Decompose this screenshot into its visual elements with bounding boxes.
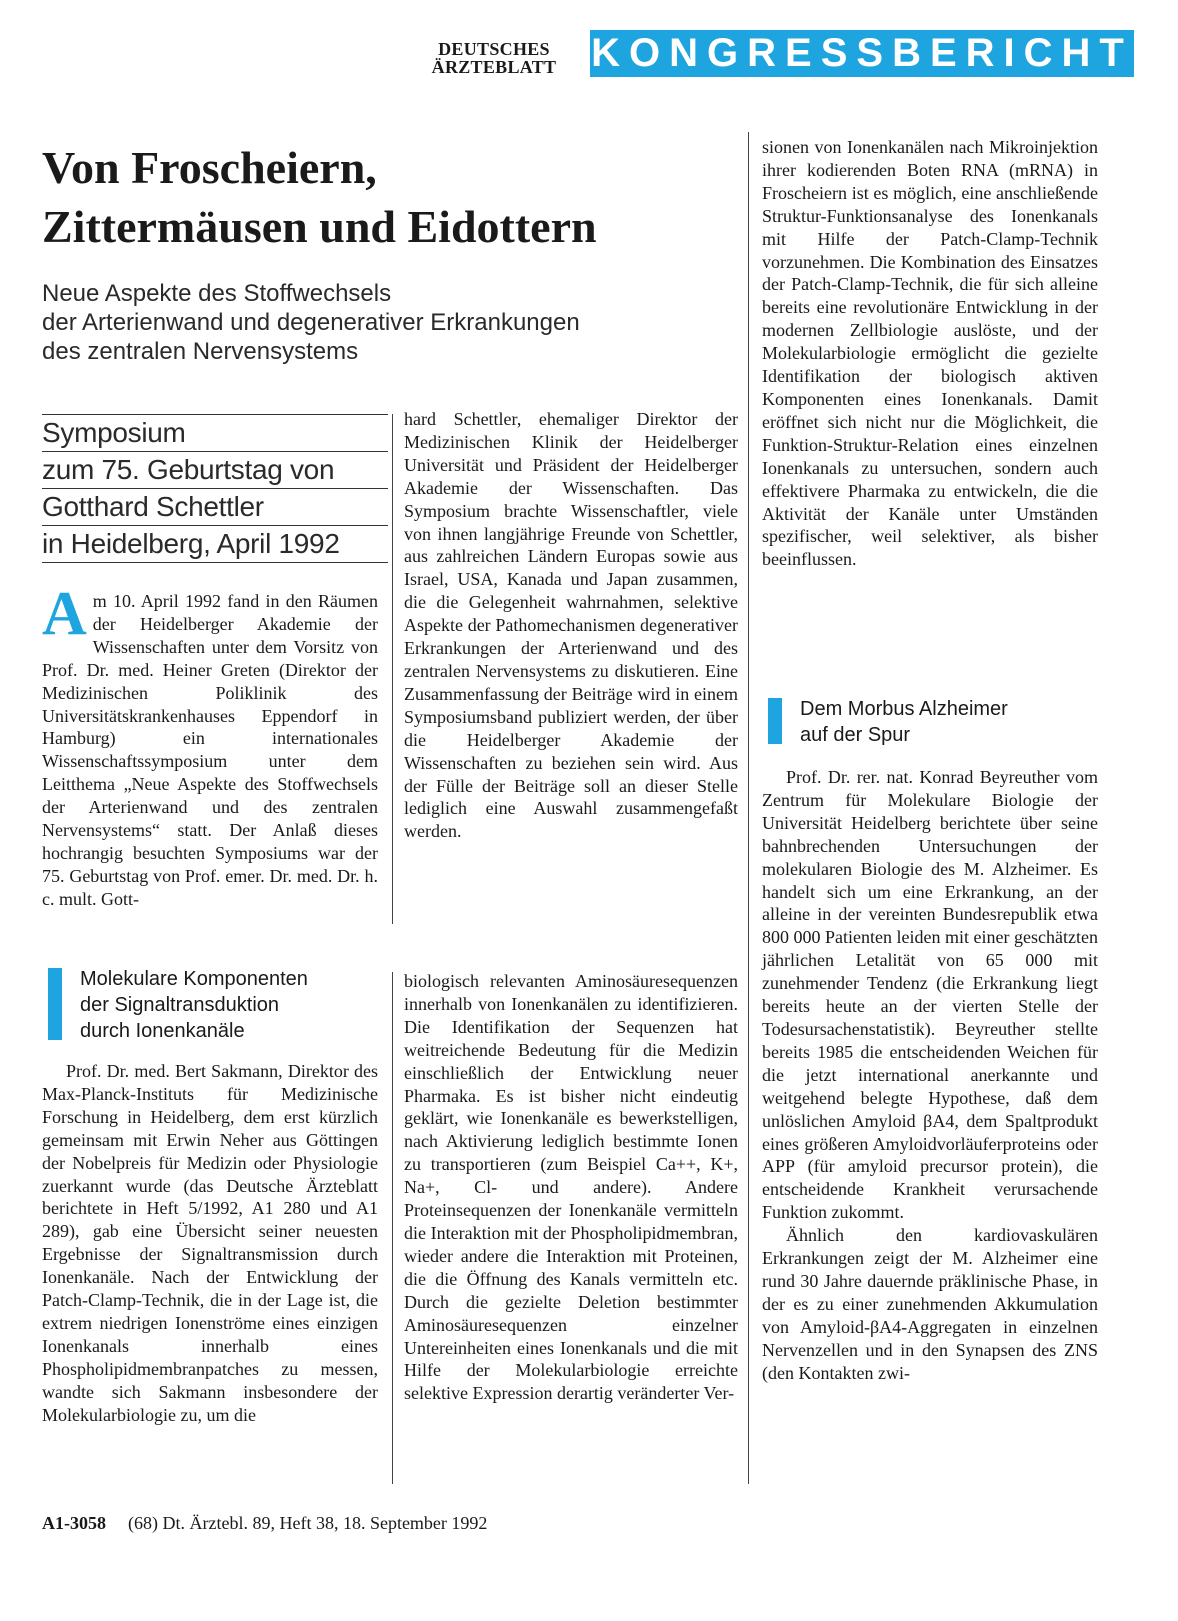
article-subtitle [42,279,762,366]
column3-alzheimer [762,766,1098,1384]
page-reference: A1-3058 [42,1513,106,1533]
subhead-accent-bar [48,968,62,1040]
column2-intro [404,408,738,843]
drop-cap: A [42,580,87,648]
journal-logo [420,40,568,76]
issue-info: (68) Dt. Ärztebl. 89, Heft 38, 18. September 1992 [128,1513,488,1533]
article-title-line2: Zittermäusen und Eidottern [42,201,597,252]
column-rule [748,132,749,1484]
article-subtitle-line1: Neue Aspekte des Stoffwechsels [42,280,392,307]
article-subtitle-line2: der Arterienwand und degenerativer Erkrankungen [42,309,580,336]
alzheimer-paragraph1: Prof. Dr. rer. nat. Konrad Beyreuther vom Zentrum für Molekulare Biologie der Universität Heidelberg berichtete über seine bahnbrechenden Untersuchungen der molekularen Biologie des M. Alzheimer. Es handelt sich um eine Erkrankung, an der alleine in der vereinten Bundesrepublik etwa 800 000 Patienten leiden mit einer geschätzten jährlichen Letalität von 65 000 mit zunehmender Tendenz (die Erkrankung liegt bereits heute an der vierten Stelle der Todesursachenstatistik). Beyreuther stellte bereits 1985 die entscheidenden Weichen für die jetzt international anerkannte und weitgehend belegte Hypothese, daß dem unlöslichen Amyloid βA4, dem Spaltprodukt eines größeren Amyloidvorläuferproteins oder APP (für amyloid precursor protein), die entscheidende Krankheit verursachende Funktion zukommt. [762,767,1098,1223]
subhead-accent-bar [768,698,782,744]
subhead-line2: der Signaltransduktion [80,994,280,1016]
symposium-line3: Gotthard Schettler [42,488,388,525]
subhead-line2: auf der Spur [800,724,911,746]
alzheimer-paragraph2: Ähnlich den kardiovaskulären Erkrankungen zeigt der M. Alzheimer eine rund 30 Jahre dauernde präklinische Phase, in der es zu einer zunehmenden Akkumulation von Amyloid-βA4-Aggregaten in einzelnen Nervenzellen und in den Synapsen des ZNS (den Kontakten zwi- [762,1225,1098,1383]
subhead-molecular-components [48,968,378,1050]
intro-continued-paragraph: hard Schettler, ehemaliger Direktor der Medizinischen Klinik der Heidelberger Universität und Präsident der Heidelberger Akademie der Wissenschaften. Das Symposium brachte Wissenschaftler, viele von ihnen langjährige Freunde von Schettler, aus zahlreichen Ländern Europas sowie aus Israel, USA, Kanada und Japan zusammen, die die Gelegenheit wahrnahmen, selektive Aspekte der Pathomechanismen degenerativer Erkrankungen der Arterienwand und des zentralen Nervensystems zu diskutieren. Eine Zusammenfassung der Beiträge wird in einem Symposiumsband publiziert werden, der über die Heidelberger Akademie der Wissenschaften zu beziehen sein wird. Aus der Fülle der Beiträge soll an dieser Stelle lediglich eine Auswahl zusammengefaßt werden. [404,409,738,842]
column2-sequences [404,970,738,1405]
symposium-line2: zum 75. Geburtstag von [42,451,388,488]
symposium-box [42,414,388,563]
symposium-line4: in Heidelberg, April 1992 [42,525,388,563]
journal-logo-line1: DEUTSCHES [438,39,550,59]
symposium-line1: Symposium [42,414,388,451]
intro-text: m 10. April 1992 fand in den Räumen der Heidelberger Akademie der Wissenschaften unter dem Vorsitz von Prof. Dr. med. Heiner Greten (Direktor der Medizinischen Poliklinik des Universitätskrankenhauses Eppendorf in Hamburg) ein internationales Wissenschaftssymposium unter dem Leitthema „Neue Aspekte des Stoffwechsels der Arterienwand und des zentralen Nervensystems“ statt. Der Anlaß dieses hochrangig besuchten Symposiums war der 75. Geburtstag von Prof. emer. Dr. med. Dr. h. c. mult. Gott- [42,591,378,909]
ion-channel-continued-paragraph: sionen von Ionenkanälen nach Mikroinjektion ihrer kodierenden Boten RNA (mRNA) in Froscheiern ist es möglich, eine anschließende Struktur-Funktionsanalyse des Ionenkanals mit Hilfe der Patch-Clamp-Technik vorzunehmen. Die Kombination des Einsatzes der Patch-Clamp-Technik, die für sich alleine bereits eine revolutionäre Entwicklung in der modernen Zellbiologie auslöste, und der Molekularbiologie ermöglicht die gezielte Identifikation der biologisch aktiven Komponenten eines Ionenkanals. Damit eröffnet sich nicht nur die Möglichkeit, die Funktion-Struktur-Relation eines einzelnen Ionenkanals zu untersuchen, sondern auch effektivere Pharmaka zu entwickeln, die die Aktivität der Kanäle unter Umständen spezifischer, weil selektiver, als bisher beeinflussen. [762,137,1098,570]
article-title [42,138,762,256]
subhead-text [800,696,1008,748]
article-subtitle-line3: des zentralen Nervensystems [42,338,359,365]
column-rule [392,414,393,924]
sequences-paragraph: biologisch relevanten Aminosäuresequenzen innerhalb von Ionenkanälen zu identifizieren. Die Identifikation der Sequenzen hat weitreichende Bedeutung für die Medizin einschließlich der Entwicklung neuer Pharmaka. Es ist bisher nicht eindeutig geklärt, wie Ionenkanäle es bewerkstelligen, nach Aktivierung lediglich bestimmte Ionen zu transportieren (zum Beispiel Ca++, K+, Na+, Cl- und andere). Andere Proteinsequenzen der Ionenkanäle vermitteln die Interaktion mit der Phospholipidmembran, wieder andere die Interaktion mit Proteinen, die die Öffnung des Kanals vermitteln etc. Durch die gezielte Deletion bestimmter Aminosäuresequenzen einzelner Untereinheiten eines Ionenkanals und die mit Hilfe der Molekularbiologie erreichte selektive Expression derartig veränderter Ver- [404,971,738,1404]
intro-paragraph [42,580,378,911]
column1-sakmann [42,1060,378,1427]
subhead-line1: Dem Morbus Alzheimer [800,698,1008,720]
subhead-text [80,966,308,1044]
article-title-line1: Von Froscheiern, [42,142,377,193]
page-footer [42,1512,487,1534]
subhead-line3: durch Ionenkanäle [80,1020,245,1042]
subhead-line1: Molekulare Komponenten [80,968,308,990]
column1-intro [42,580,378,911]
column3-top [762,136,1098,571]
journal-logo-line2: ÄRZTEBLATT [431,57,557,77]
sakmann-paragraph: Prof. Dr. med. Bert Sakmann, Direktor des Max-Planck-Instituts für Medizinische Forschung in Heidelberg, dem erst kürzlich gemeinsam mit Erwin Neher aus Göttingen der Nobelpreis für Medizin oder Physiologie zuerkannt wurde (das Deutsche Ärzteblatt berichtete in Heft 5/1992, A1 280 und A1 289), gab eine Übersicht seiner neuesten Ergebnisse der Signaltransmission durch Ionenkanäle. Nach der Entwicklung der Patch-Clamp-Technik, die in der Lage ist, die extrem niedrigen Ionenströme eines einzigen Ionenkanals innerhalb eines Phospholipidmembranpatches zu messen, wandte sich Sakmann insbesondere der Molekularbiologie zu, um die [42,1061,378,1425]
subhead-alzheimer [768,698,1098,754]
section-banner: KONGRESSBERICHT [591,31,1133,75]
column-rule [392,972,393,1484]
